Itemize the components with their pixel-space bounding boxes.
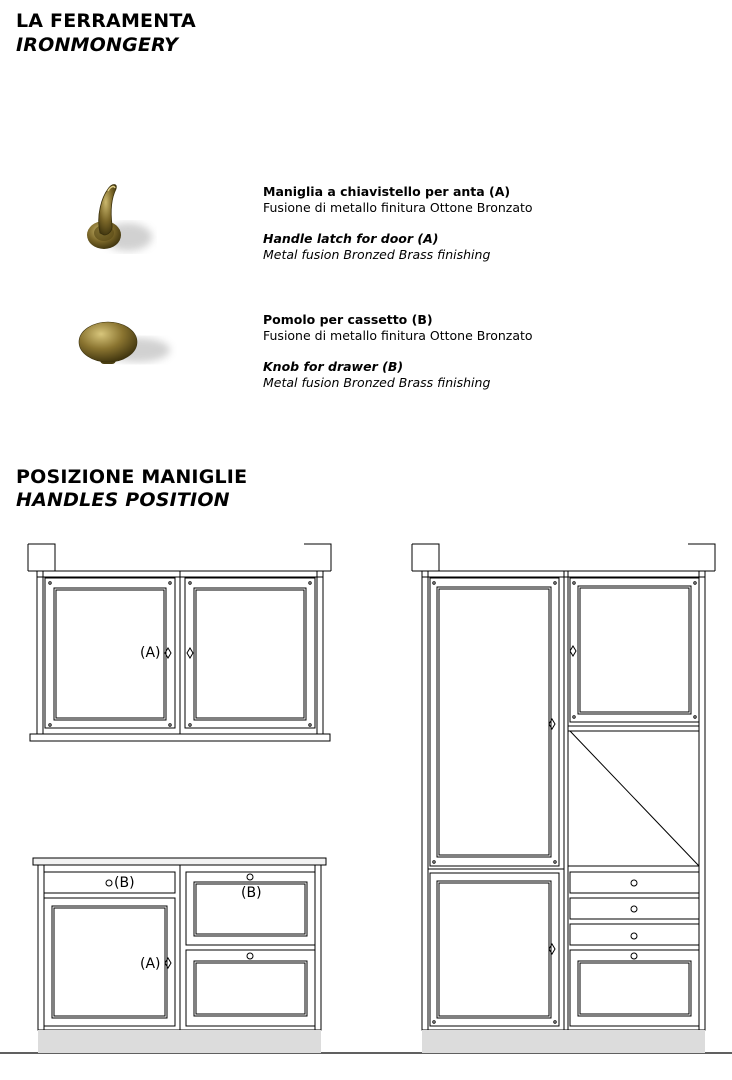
tall-cabinet: [412, 544, 715, 1053]
latch-handle-icon: [165, 958, 171, 968]
knob-icon: [106, 880, 112, 886]
item-b-desc-it: Fusione di metallo finitura Ottone Bronzato: [263, 328, 533, 343]
callout-a-base: (A): [140, 956, 161, 972]
section2-subtitle-en: HANDLES POSITION: [16, 489, 230, 511]
latch-handle-icon: [549, 944, 555, 954]
latch-handle-icon: [187, 648, 193, 658]
latch-handle-icon: [570, 646, 576, 656]
base-cabinet: [33, 858, 326, 1053]
item-b-name-it: Pomolo per cassetto (B): [263, 312, 433, 327]
item-b-desc-en: Metal fusion Bronzed Brass finishing: [263, 375, 491, 390]
knob-icon: [631, 933, 637, 939]
item-b-name-en: Knob for drawer (B): [263, 359, 404, 374]
knob-icon: [631, 953, 637, 959]
latch-handle-icon: [549, 719, 555, 729]
item-a-desc-it: Fusione di metallo finitura Ottone Bronzato: [263, 200, 533, 215]
knob-icon: [247, 953, 253, 959]
wall-cabinet: [28, 544, 331, 741]
item-a-name-en: Handle latch for door (A): [263, 231, 439, 246]
callout-b-drawer-right: (B): [241, 885, 262, 901]
callout-a-wall: (A): [140, 645, 161, 661]
knob-icon: [631, 880, 637, 886]
knob-icon: [247, 874, 253, 880]
item-a-name-it: Maniglia a chiavistello per anta (A): [263, 184, 511, 199]
knob-icon: [631, 906, 637, 912]
section-title-it: LA FERRAMENTA: [16, 10, 196, 32]
section-subtitle-en: IRONMONGERY: [16, 34, 179, 56]
item-a-desc-en: Metal fusion Bronzed Brass finishing: [263, 247, 491, 262]
section2-title-it: POSIZIONE MANIGLIE: [16, 466, 248, 488]
callout-b-drawer: (B): [114, 875, 135, 891]
